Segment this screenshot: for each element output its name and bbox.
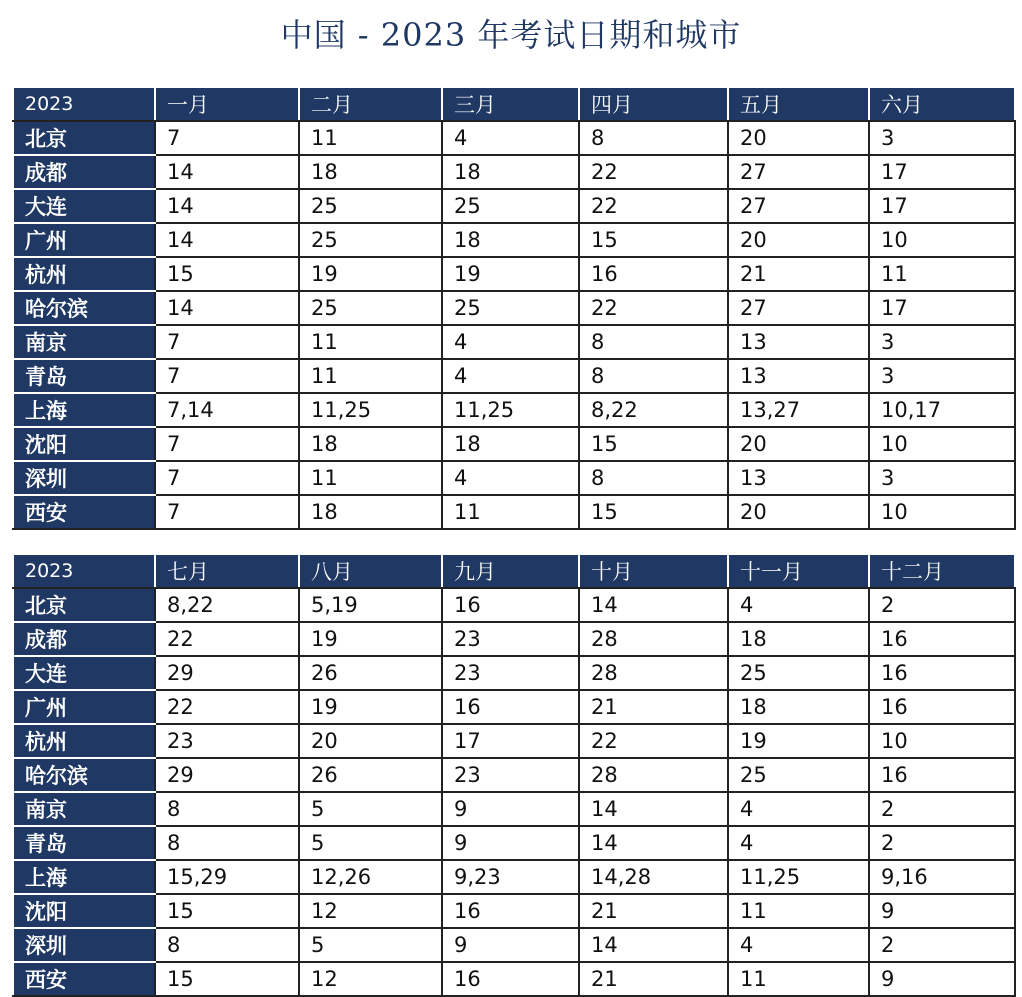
exam-date-cell: 15: [155, 962, 299, 996]
exam-date-cell: 22: [579, 291, 728, 325]
exam-date-cell: 14: [579, 826, 728, 860]
exam-date-cell: 17: [442, 724, 579, 758]
exam-date-cell: 11: [299, 325, 442, 359]
exam-date-cell: 19: [299, 690, 442, 724]
exam-date-cell: 9: [442, 792, 579, 826]
exam-date-cell: 18: [442, 155, 579, 189]
exam-date-cell: 7: [155, 325, 299, 359]
exam-date-cell: 4: [442, 461, 579, 495]
table-row: [13, 826, 1015, 860]
header-row: [13, 554, 1015, 588]
exam-date-cell: 15,29: [155, 860, 299, 894]
exam-date-cell: 4: [728, 826, 869, 860]
table-row: [13, 724, 1015, 758]
exam-date-cell: 29: [155, 758, 299, 792]
table-row: [13, 155, 1015, 189]
exam-date-cell: 9: [442, 826, 579, 860]
city-label: 哈尔滨: [13, 758, 155, 792]
exam-date-cell: 16: [442, 894, 579, 928]
exam-date-cell: 7: [155, 461, 299, 495]
exam-date-cell: 25: [299, 291, 442, 325]
table-row: [13, 656, 1015, 690]
table-row: [13, 393, 1015, 427]
exam-date-cell: 18: [442, 223, 579, 257]
exam-date-cell: 7: [155, 427, 299, 461]
exam-date-cell: 22: [579, 155, 728, 189]
exam-date-cell: 9: [869, 894, 1015, 928]
exam-date-cell: 16: [442, 588, 579, 622]
month-header: 四月: [579, 87, 728, 121]
exam-date-cell: 15: [579, 223, 728, 257]
exam-date-cell: 3: [869, 359, 1015, 393]
table-row: [13, 588, 1015, 622]
exam-date-cell: 10,17: [869, 393, 1015, 427]
exam-date-cell: 26: [299, 758, 442, 792]
exam-date-cell: 14: [155, 223, 299, 257]
city-label: 青岛: [13, 826, 155, 860]
table-row: [13, 622, 1015, 656]
exam-date-cell: 2: [869, 792, 1015, 826]
exam-date-cell: 28: [579, 656, 728, 690]
exam-date-cell: 20: [728, 223, 869, 257]
exam-date-cell: 7: [155, 121, 299, 155]
exam-date-cell: 5: [299, 826, 442, 860]
exam-date-cell: 22: [155, 690, 299, 724]
city-label: 西安: [13, 495, 155, 529]
exam-date-cell: 20: [299, 724, 442, 758]
city-label: 广州: [13, 223, 155, 257]
month-header: 十二月: [869, 554, 1015, 588]
exam-date-cell: 11: [728, 962, 869, 996]
exam-date-cell: 4: [442, 121, 579, 155]
exam-date-cell: 16: [442, 962, 579, 996]
year-header: 2023: [13, 87, 155, 121]
exam-date-cell: 7: [155, 495, 299, 529]
city-label: 上海: [13, 860, 155, 894]
exam-date-cell: 23: [442, 622, 579, 656]
exam-date-cell: 7,14: [155, 393, 299, 427]
city-label: 成都: [13, 622, 155, 656]
exam-date-cell: 10: [869, 427, 1015, 461]
table-row: [13, 325, 1015, 359]
city-label: 哈尔滨: [13, 291, 155, 325]
exam-date-cell: 20: [728, 495, 869, 529]
month-header: 十一月: [728, 554, 869, 588]
exam-date-cell: 2: [869, 928, 1015, 962]
exam-date-cell: 16: [869, 758, 1015, 792]
exam-date-cell: 21: [579, 690, 728, 724]
exam-date-cell: 21: [579, 962, 728, 996]
exam-date-cell: 4: [442, 359, 579, 393]
schedule-table-first-half: [12, 86, 1016, 530]
exam-date-cell: 16: [442, 690, 579, 724]
month-header: 七月: [155, 554, 299, 588]
city-label: 上海: [13, 393, 155, 427]
exam-date-cell: 11: [299, 121, 442, 155]
exam-date-cell: 14: [579, 928, 728, 962]
table-row: [13, 690, 1015, 724]
city-label: 北京: [13, 588, 155, 622]
exam-date-cell: 13: [728, 359, 869, 393]
exam-date-cell: 23: [442, 758, 579, 792]
city-label: 沈阳: [13, 427, 155, 461]
exam-date-cell: 16: [869, 622, 1015, 656]
exam-date-cell: 3: [869, 121, 1015, 155]
city-label: 广州: [13, 690, 155, 724]
exam-date-cell: 25: [299, 223, 442, 257]
exam-date-cell: 8: [579, 461, 728, 495]
exam-date-cell: 10: [869, 724, 1015, 758]
exam-date-cell: 25: [728, 758, 869, 792]
exam-date-cell: 18: [442, 427, 579, 461]
exam-date-cell: 18: [728, 622, 869, 656]
exam-date-cell: 18: [299, 495, 442, 529]
exam-date-cell: 8,22: [579, 393, 728, 427]
exam-date-cell: 22: [579, 189, 728, 223]
city-label: 西安: [13, 962, 155, 996]
table-row: [13, 894, 1015, 928]
exam-date-cell: 8: [155, 928, 299, 962]
exam-date-cell: 11: [728, 894, 869, 928]
exam-date-cell: 11,25: [442, 393, 579, 427]
exam-date-cell: 23: [442, 656, 579, 690]
exam-date-cell: 19: [728, 724, 869, 758]
table-row: [13, 223, 1015, 257]
exam-date-cell: 12: [299, 894, 442, 928]
month-header: 三月: [442, 87, 579, 121]
exam-date-cell: 11,25: [299, 393, 442, 427]
exam-date-cell: 7: [155, 359, 299, 393]
exam-date-cell: 11: [442, 495, 579, 529]
exam-date-cell: 11: [869, 257, 1015, 291]
schedule-table-second-half: [12, 553, 1016, 997]
exam-date-cell: 3: [869, 325, 1015, 359]
month-header: 一月: [155, 87, 299, 121]
exam-date-cell: 8: [579, 359, 728, 393]
exam-date-cell: 4: [442, 325, 579, 359]
exam-date-cell: 4: [728, 928, 869, 962]
exam-date-cell: 28: [579, 758, 728, 792]
table-row: [13, 758, 1015, 792]
exam-date-cell: 14: [155, 291, 299, 325]
exam-date-cell: 18: [299, 427, 442, 461]
table-row: [13, 257, 1015, 291]
city-label: 成都: [13, 155, 155, 189]
exam-date-cell: 20: [728, 427, 869, 461]
table-row: [13, 461, 1015, 495]
exam-date-cell: 8: [579, 121, 728, 155]
exam-date-cell: 15: [155, 257, 299, 291]
exam-date-cell: 11,25: [728, 860, 869, 894]
month-header: 九月: [442, 554, 579, 588]
exam-date-cell: 15: [155, 894, 299, 928]
exam-date-cell: 14: [579, 588, 728, 622]
exam-date-cell: 3: [869, 461, 1015, 495]
exam-date-cell: 8: [579, 325, 728, 359]
table-row: [13, 928, 1015, 962]
exam-date-cell: 26: [299, 656, 442, 690]
exam-date-cell: 5,19: [299, 588, 442, 622]
exam-date-cell: 11: [299, 359, 442, 393]
table-row: [13, 427, 1015, 461]
month-header: 二月: [299, 87, 442, 121]
city-label: 南京: [13, 792, 155, 826]
exam-date-cell: 9: [869, 962, 1015, 996]
month-header: 六月: [869, 87, 1015, 121]
month-header: 十月: [579, 554, 728, 588]
exam-date-cell: 17: [869, 189, 1015, 223]
exam-date-cell: 22: [155, 622, 299, 656]
header-row: [13, 87, 1015, 121]
exam-date-cell: 18: [299, 155, 442, 189]
exam-date-cell: 16: [869, 656, 1015, 690]
exam-date-cell: 17: [869, 155, 1015, 189]
exam-date-cell: 23: [155, 724, 299, 758]
exam-date-cell: 9: [442, 928, 579, 962]
exam-date-cell: 16: [869, 690, 1015, 724]
exam-date-cell: 8: [155, 792, 299, 826]
exam-date-cell: 12,26: [299, 860, 442, 894]
exam-date-cell: 20: [728, 121, 869, 155]
table-row: [13, 359, 1015, 393]
city-label: 杭州: [13, 724, 155, 758]
exam-date-cell: 5: [299, 792, 442, 826]
exam-date-cell: 15: [579, 427, 728, 461]
exam-date-cell: 13,27: [728, 393, 869, 427]
exam-date-cell: 27: [728, 189, 869, 223]
exam-date-cell: 8,22: [155, 588, 299, 622]
exam-date-cell: 4: [728, 588, 869, 622]
table-row: [13, 121, 1015, 155]
city-label: 杭州: [13, 257, 155, 291]
exam-date-cell: 14,28: [579, 860, 728, 894]
exam-date-cell: 28: [579, 622, 728, 656]
city-label: 大连: [13, 656, 155, 690]
city-label: 大连: [13, 189, 155, 223]
exam-date-cell: 10: [869, 223, 1015, 257]
exam-date-cell: 29: [155, 656, 299, 690]
exam-date-cell: 11: [299, 461, 442, 495]
exam-date-cell: 8: [155, 826, 299, 860]
exam-date-cell: 17: [869, 291, 1015, 325]
table-row: [13, 962, 1015, 996]
city-label: 沈阳: [13, 894, 155, 928]
exam-date-cell: 25: [728, 656, 869, 690]
exam-date-cell: 19: [442, 257, 579, 291]
exam-date-cell: 16: [579, 257, 728, 291]
exam-date-cell: 4: [728, 792, 869, 826]
exam-date-cell: 18: [728, 690, 869, 724]
city-label: 深圳: [13, 461, 155, 495]
exam-date-cell: 25: [442, 291, 579, 325]
month-header: 八月: [299, 554, 442, 588]
table-row: [13, 291, 1015, 325]
page-title: 中国 - 2023 年考试日期和城市: [280, 16, 742, 54]
exam-date-cell: 10: [869, 495, 1015, 529]
exam-date-cell: 21: [728, 257, 869, 291]
exam-date-cell: 15: [579, 495, 728, 529]
exam-date-cell: 14: [155, 155, 299, 189]
table-row: [13, 792, 1015, 826]
exam-date-cell: 25: [299, 189, 442, 223]
city-label: 南京: [13, 325, 155, 359]
exam-date-cell: 12: [299, 962, 442, 996]
table-row: [13, 495, 1015, 529]
year-header: 2023: [13, 554, 155, 588]
city-label: 深圳: [13, 928, 155, 962]
exam-date-cell: 27: [728, 155, 869, 189]
exam-date-cell: 13: [728, 325, 869, 359]
exam-date-cell: 14: [155, 189, 299, 223]
table-row: [13, 860, 1015, 894]
exam-date-cell: 14: [579, 792, 728, 826]
exam-date-cell: 13: [728, 461, 869, 495]
exam-date-cell: 25: [442, 189, 579, 223]
exam-date-cell: 27: [728, 291, 869, 325]
city-label: 北京: [13, 121, 155, 155]
city-label: 青岛: [13, 359, 155, 393]
exam-date-cell: 19: [299, 257, 442, 291]
month-header: 五月: [728, 87, 869, 121]
exam-date-cell: 22: [579, 724, 728, 758]
exam-date-cell: 21: [579, 894, 728, 928]
table-row: [13, 189, 1015, 223]
exam-date-cell: 2: [869, 588, 1015, 622]
exam-date-cell: 2: [869, 826, 1015, 860]
exam-date-cell: 9,23: [442, 860, 579, 894]
exam-date-cell: 9,16: [869, 860, 1015, 894]
exam-date-cell: 19: [299, 622, 442, 656]
exam-date-cell: 5: [299, 928, 442, 962]
